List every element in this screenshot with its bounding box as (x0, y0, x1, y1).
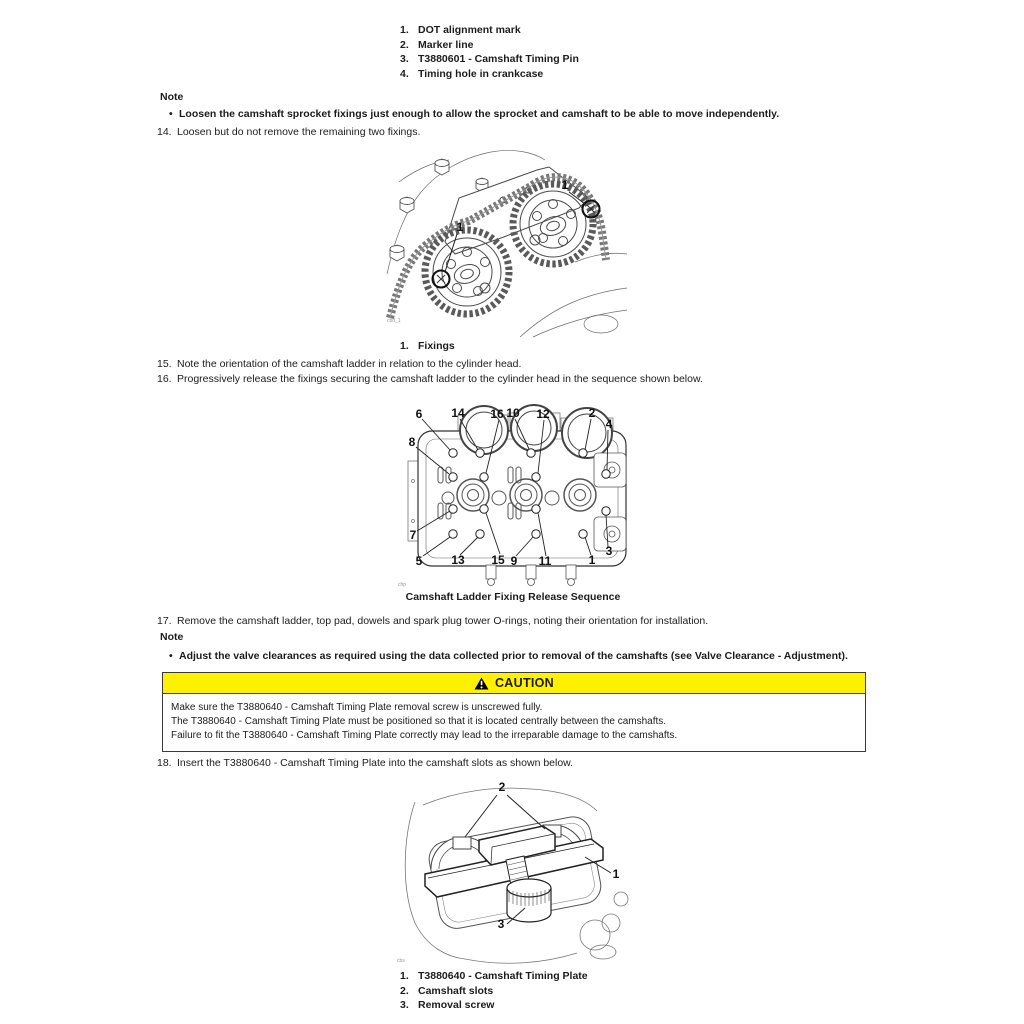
figure-watermark: chp (398, 582, 407, 588)
note-bullet (169, 107, 889, 121)
item-label: Marker line (418, 38, 474, 51)
figure-watermark: cbd_1 (387, 318, 401, 324)
item-number: 2. (400, 984, 409, 997)
note-bullet (169, 649, 889, 663)
item-number: 3. (400, 999, 409, 1011)
caution-line: The T3880640 - Camshaft Timing Plate must be positioned so that it is located centrally between the camshafts. (171, 716, 667, 727)
item-number: 1. (400, 970, 409, 982)
callout-label: 8 (408, 435, 416, 449)
sprocket-chain-drawing (385, 142, 630, 338)
figure2-caption: Camshaft Ladder Fixing Release Sequence (405, 591, 621, 603)
callout-label: 1 (612, 867, 620, 881)
bullet-icon: • (169, 650, 173, 662)
callout-list-timing-plate (400, 969, 588, 1013)
figure1-caption (400, 339, 455, 354)
list-item (400, 998, 588, 1013)
step-number: 16. (157, 373, 172, 385)
item-number: 1. (400, 340, 409, 352)
item-label: Camshaft slots (418, 984, 494, 997)
item-number: 3. (400, 53, 409, 65)
callout-label: 16 (490, 407, 504, 421)
item-label: Removal screw (418, 999, 495, 1011)
list-item (400, 984, 588, 999)
note-heading: Note (160, 91, 184, 103)
figure-camshaft-ladder-release-sequence (396, 401, 651, 589)
item-label: T3880640 - Camshaft Timing Plate (418, 970, 588, 982)
list-item (400, 969, 588, 984)
note-bullet-text: Loosen the camshaft sprocket fixings just enough to allow the sprocket and camshaft to be able to move independently. (179, 108, 780, 120)
step-number: 18. (157, 757, 172, 769)
note-bullet-text: Adjust the valve clearances as required using the data collected prior to removal of the camshafts (see Valve Clearance - Adjustment). (179, 650, 848, 662)
item-number: 2. (400, 38, 409, 51)
note-heading: Note (160, 631, 184, 643)
list-item (400, 38, 579, 53)
caution-body (163, 694, 865, 751)
step-text: Remove the camshaft ladder, top pad, dowels and spark plug tower O-rings, noting their orientation for installation. (177, 615, 709, 627)
step-18 (157, 756, 867, 771)
callout-label: 7 (409, 528, 417, 542)
callout-label: 2 (498, 780, 506, 794)
bottom-wells (486, 565, 576, 586)
item-number: 4. (400, 67, 409, 80)
callout-label: 13 (451, 553, 465, 567)
callout-label: 2 (588, 406, 596, 420)
item-label: Fixings (418, 340, 455, 352)
step-16 (157, 372, 867, 387)
callout-label: 6 (415, 407, 423, 421)
timing-plate-drawing (395, 777, 635, 965)
step-text: Loosen but do not remove the remaining two fixings. (177, 126, 421, 138)
callout-label: 9 (510, 554, 518, 568)
callout-label: 1 (561, 178, 569, 192)
step-number: 17. (157, 615, 172, 627)
step-number: 15. (157, 358, 172, 370)
step-14 (157, 125, 867, 140)
item-label: T3880601 - Camshaft Timing Pin (418, 53, 579, 65)
callout-label: 12 (536, 407, 550, 421)
list-item (400, 52, 579, 67)
callout-list-timing-pin (400, 23, 579, 81)
callout-label: 11 (538, 554, 552, 568)
figure-camshaft-sprocket-fixings (385, 142, 630, 338)
caution-triangle-icon (474, 677, 489, 690)
list-item (400, 67, 579, 82)
step-17 (157, 614, 867, 629)
step-text: Insert the T3880640 - Camshaft Timing Plate into the camshaft slots as shown below. (177, 757, 574, 769)
figure-watermark: cbs (397, 958, 405, 964)
step-text: Progressively release the fixings securing the camshaft ladder to the cylinder head in the sequence shown below. (177, 373, 703, 385)
caution-header (163, 673, 865, 694)
callout-label: 1 (588, 553, 596, 567)
callout-label: 10 (506, 406, 520, 420)
caution-title: CAUTION (494, 676, 555, 690)
step-number: 14. (157, 126, 172, 138)
step-15 (157, 357, 867, 372)
callout-label: 5 (415, 554, 423, 568)
callout-label: 4 (605, 417, 613, 431)
callout-label: 3 (497, 917, 505, 931)
figure-camshaft-timing-plate (395, 777, 635, 965)
item-label: Timing hole in crankcase (418, 67, 544, 80)
callout-label: 3 (605, 544, 613, 558)
step-text: Note the orientation of the camshaft ladder in relation to the cylinder head. (177, 358, 522, 370)
callout-label: 1 (456, 220, 464, 234)
caution-line: Make sure the T3880640 - Camshaft Timing Plate removal screw is unscrewed fully. (171, 702, 543, 713)
caution-line: Failure to fit the T3880640 - Camshaft Timing Plate correctly may lead to the irreparable damage to the camshafts. (171, 730, 678, 741)
item-number: 1. (400, 24, 409, 36)
callout-label: 15 (491, 553, 505, 567)
ladder-drawing (396, 401, 651, 589)
item-label: DOT alignment mark (418, 24, 521, 36)
bullet-icon: • (169, 108, 173, 120)
caution-box (162, 672, 866, 752)
list-item (400, 23, 579, 38)
callout-label: 14 (451, 406, 465, 420)
